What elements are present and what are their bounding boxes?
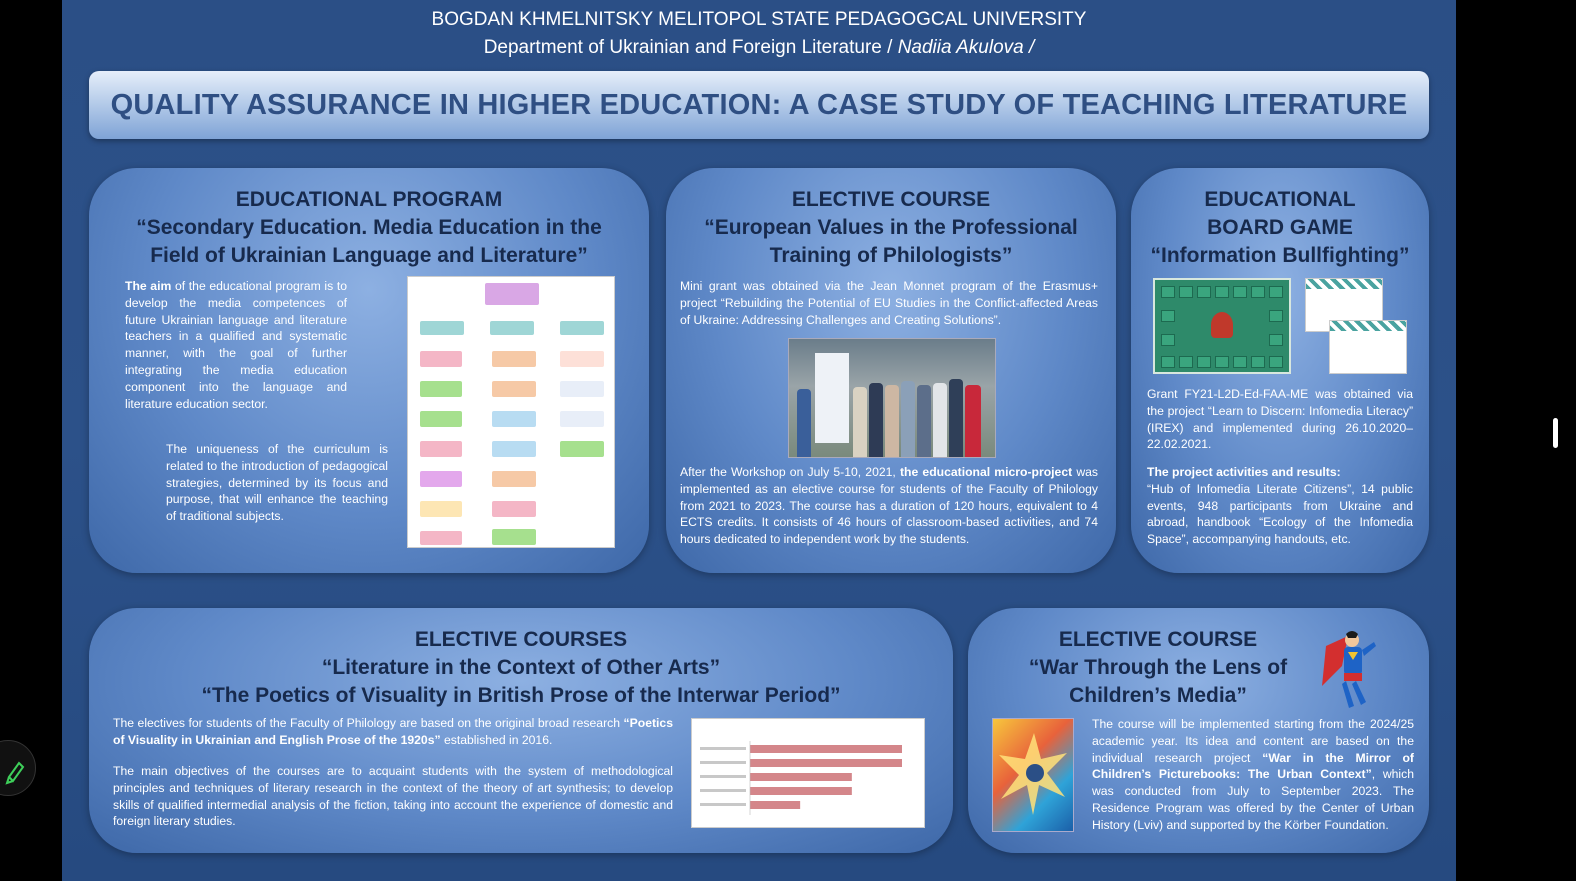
bar: [750, 773, 852, 781]
card1-heading-2: “Secondary Education. Media Education in the: [136, 216, 602, 239]
card5-heading-3: Children’s Media”: [1069, 684, 1247, 707]
card4-research: [113, 715, 673, 749]
card2-workshop-b: was implemented as an elective course for students of the Faculty of Philology from 2021 to 2023. The course has a duration of 120 hours, equivalent to 4 ECTS credits. It consists of 46 hours of classroom-based activities, and 74 hours dedicated to independent work by the students.: [680, 465, 1099, 547]
superhero-illustration: [1318, 626, 1378, 712]
card5-p-a: The course will be implemented starting from the 2024/25 academic year. Its idea and content are based on the individual research project: [1092, 717, 1414, 765]
card5-heading-1: ELECTIVE COURSE: [1058, 628, 1258, 651]
department-line: [62, 34, 1456, 62]
card4-heading-1: ELECTIVE COURSES: [414, 628, 628, 651]
bar-category-label: [700, 761, 746, 764]
card3-heading-1: EDUCATIONAL: [1204, 188, 1356, 211]
card-educational-program: [89, 168, 649, 573]
card1-aim-bold: The aim: [125, 279, 172, 293]
department-name: Department of Ukrainian and Foreign Literature /: [483, 37, 893, 58]
title-banner: [89, 71, 1429, 139]
card1-aim-text: of the educational program is to develop the media competences of future Ukrainian language and literature teachers in a qualified and systematic manner, with the goal of further integrating the media education component into the language and literature education sector.: [125, 279, 347, 411]
bar-chart-svg: [692, 719, 926, 829]
card2-heading-3: Training of Philologists”: [769, 244, 1013, 267]
card2-workshop-a: After the Workshop on July 5-10, 2021,: [680, 465, 900, 479]
card3-results-text: “Hub of Infomedia Literate Citizens”, 14 public events, 948 participants from Ukraine and abroad, handbook “Ecology of the Infomedia Space”, accompanying handouts, etc.: [1147, 481, 1413, 547]
card3-heading-3: “Information Bullfighting”: [1150, 244, 1410, 267]
bar-category-label: [700, 789, 746, 792]
annotation-pen-button[interactable]: [0, 740, 36, 796]
card3-grant: Grant FY21-L2D-Ed-FAA-ME was obtained via the project “Learn to Discern: Infomedia Literacy” (IREX) and implemented during 26.10.2020–22.02.2021.: [1147, 387, 1413, 452]
bar: [750, 745, 902, 753]
bar-category-label: [700, 803, 746, 806]
bar: [750, 759, 902, 767]
card4-heading-2: “Literature in the Context of Other Arts”: [321, 656, 721, 679]
curriculum-diagram: [407, 276, 615, 548]
card5-text: [1092, 716, 1414, 834]
card4-p1-b: established in 2016.: [440, 732, 553, 747]
card3-heading-2: BOARD GAME: [1207, 216, 1353, 239]
scrollbar-thumb[interactable]: [1553, 418, 1558, 448]
bar: [750, 801, 800, 809]
card2-grant: Mini grant was obtained via the Jean Monnet program of the Erasmus+ project “Rebuilding the Potential of EU Studies in the Conflict-affected Areas of Ukraine: Addressing Challenges and Creating Solutions”.: [680, 279, 1098, 327]
card1-uniqueness: The uniqueness of the curriculum is related to the introduction of pedagogical strategies, determined by its focus and purpose, that will enhance the teaching of traditional subjects.: [166, 442, 388, 524]
card4-heading-3: “The Poetics of Visuality in British Prose of the Interwar Period”: [201, 684, 841, 707]
author-tail: /: [1029, 37, 1035, 58]
card3-results: [1147, 464, 1413, 548]
card1-aim: [125, 278, 347, 412]
bar-category-label: [700, 775, 746, 778]
card-elective-courses: [89, 608, 953, 853]
card4-p1-bold: “Poetics of Visuality in Ukrainian and English Prose of the 1920s”: [113, 716, 673, 747]
card2-workshop-bold: the educational micro-project: [899, 465, 1073, 479]
university-name: BOGDAN KHMELNITSKY MELITOPOL STATE PEDAGOGCAL UNIVERSITY: [431, 9, 1087, 30]
poster: [62, 0, 1456, 881]
picturebook-illustration: [992, 718, 1074, 832]
card2-workshop: [680, 464, 1098, 548]
card1-heading-3: Field of Ukrainian Language and Literature”: [150, 244, 588, 267]
explosion-icon: [993, 719, 1074, 832]
card5-heading-2: “War Through the Lens of: [1028, 656, 1288, 679]
card-war-children-media: [968, 608, 1429, 853]
author-name: Nadiia Akulova: [897, 37, 1024, 58]
card-board-game: [1131, 168, 1429, 573]
card5-p-bold: “War in the Mirror of Children’s Picturebooks: The Urban Context”: [1092, 750, 1414, 782]
card1-heading-1: EDUCATIONAL PROGRAM: [235, 188, 503, 211]
card2-heading-1: ELECTIVE COURSE: [791, 188, 991, 211]
board-game-image: [1153, 278, 1291, 374]
card3-results-title: The project activities and results:: [1147, 465, 1341, 479]
card2-heading-2: “European Values in the Professional: [704, 216, 1078, 239]
card4-p1-a: The electives for students of the Faculty of Philology are based on the original broad research: [113, 716, 624, 730]
poster-title: QUALITY ASSURANCE IN HIGHER EDUCATION: A CASE STUDY OF TEACHING LITERATURE: [110, 88, 1408, 121]
game-card-2: [1329, 320, 1407, 374]
survey-bar-chart: [691, 718, 925, 828]
poster-header: [62, 6, 1456, 62]
superhero-icon: [1318, 626, 1378, 712]
card5-p-b: , which was conducted from July to September 2023. The Residence Program was offered by the Center of Urban History (Lviv) and supported by the Körber Foundation.: [1092, 767, 1414, 832]
bar: [750, 787, 852, 795]
pencil-icon: [0, 741, 37, 797]
bar-category-label: [700, 747, 746, 750]
workshop-photo: [788, 338, 996, 458]
card4-objectives: The main objectives of the courses are to acquaint students with the system of methodological principles and techniques of literary research in the context of the theory of art synthesis; to develop skills of qualified intermedial analysis of the fiction, taking into account the experience of domestic and foreign literary studies.: [113, 764, 673, 829]
card-european-values: [666, 168, 1116, 573]
